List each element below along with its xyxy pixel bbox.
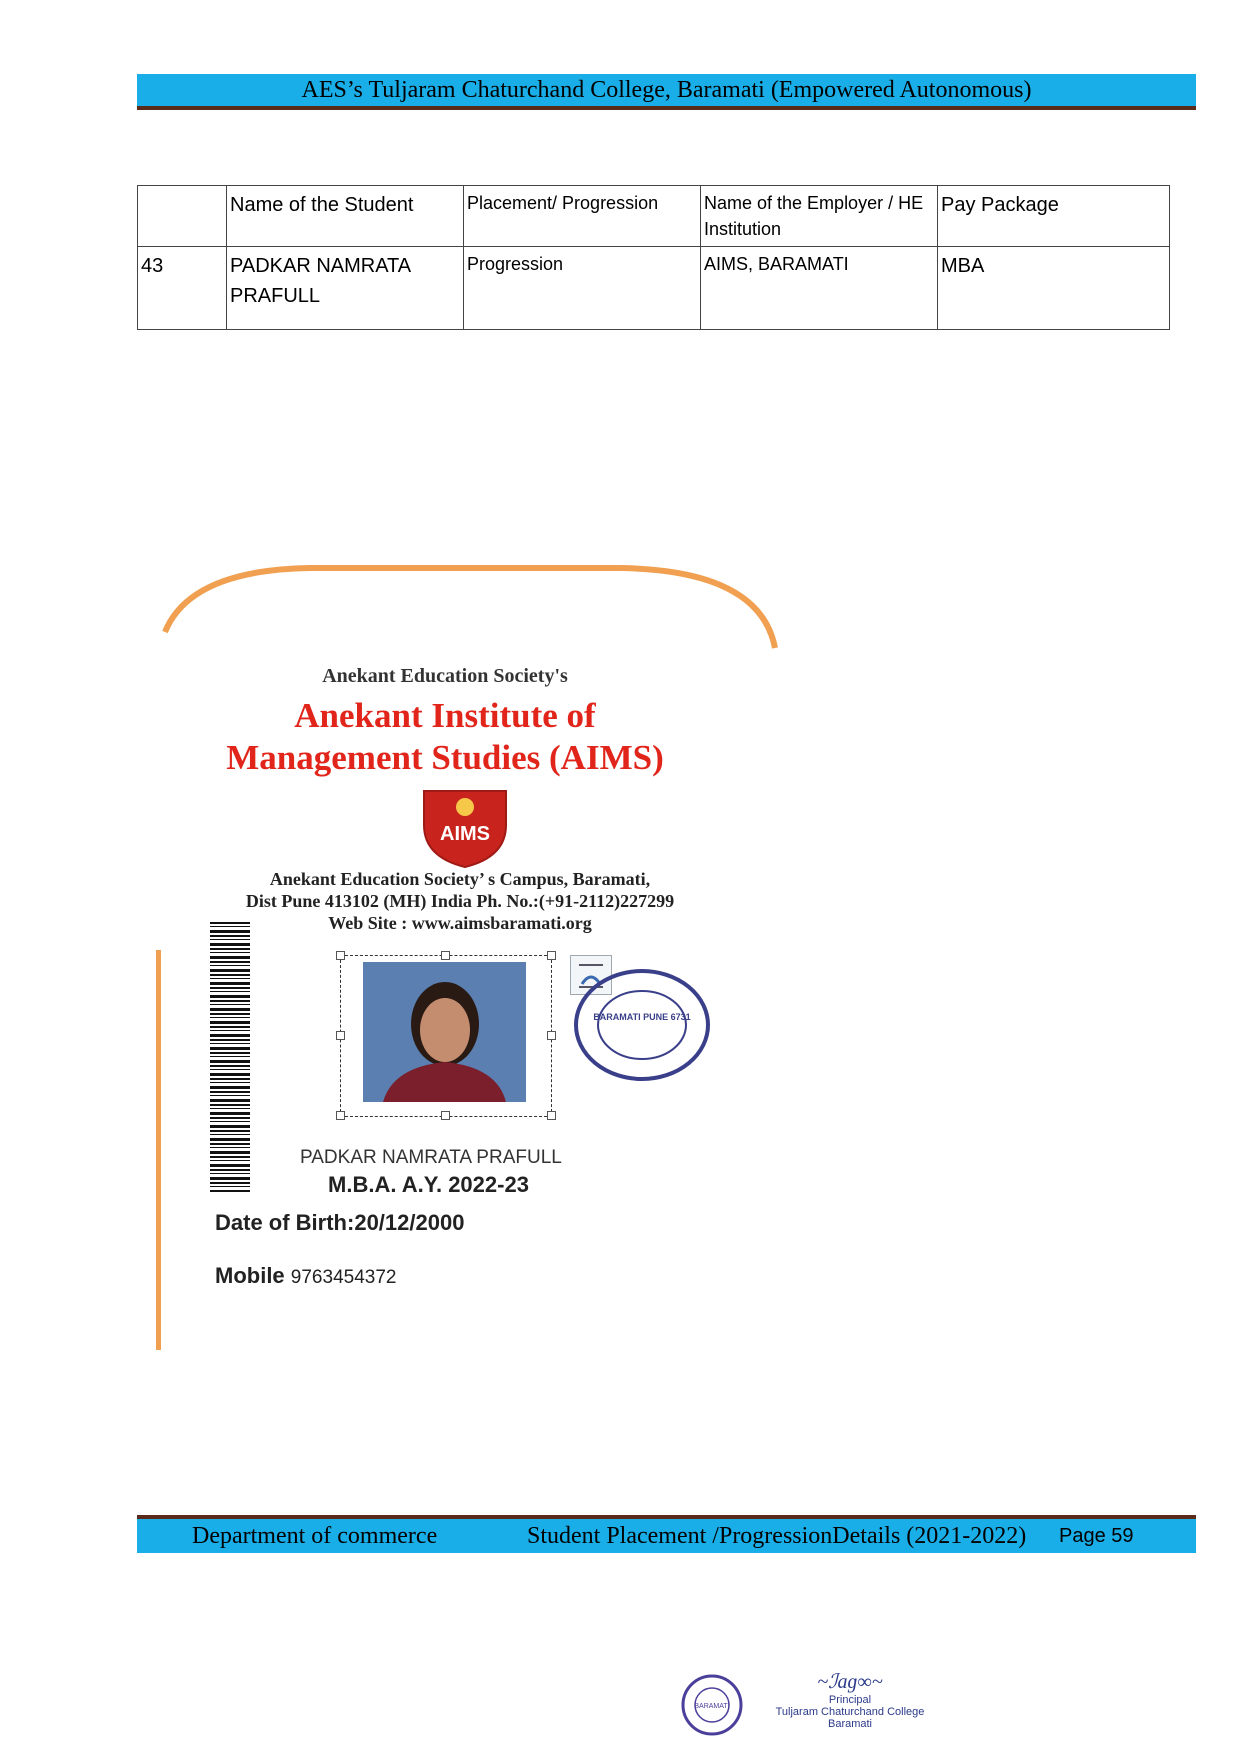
header-cell-pay: Pay Package: [938, 186, 1170, 247]
resize-handle[interactable]: [336, 951, 345, 960]
college-seal-icon: [680, 1673, 744, 1737]
signature-place: Baramati: [827, 1718, 873, 1730]
address-line-2: Dist Pune 413102 (MH) India Ph. No.:(+91-2112)227299: [245, 891, 675, 911]
signature-college: Tuljaram Chaturchand College: [775, 1706, 925, 1718]
barcode-icon: [210, 922, 250, 1192]
card-institute-name: [150, 695, 740, 779]
aims-emblem-icon: [420, 785, 510, 869]
card-arc-decoration: [150, 560, 780, 650]
card-student-name: PADKAR NAMRATA PRAFULL: [300, 1147, 562, 1168]
card-course: M.B.A. A.Y. 2022-23: [328, 1172, 529, 1197]
cell-pay-package: MBA: [938, 247, 1170, 330]
card-side-line: [156, 950, 161, 1350]
table-header-row: [138, 186, 1170, 247]
dob-value: 20/12/2000: [354, 1210, 465, 1235]
student-photo: [363, 962, 526, 1102]
card-dob: [215, 1210, 464, 1236]
cell-student-name: PADKAR NAMRATA PRAFULL: [227, 247, 464, 330]
cell-placement: Progression: [464, 247, 701, 330]
dob-label: Date of Birth:: [215, 1210, 355, 1235]
cell-employer: AIMS, BARAMATI: [701, 247, 938, 330]
id-card-image: [150, 560, 780, 1360]
footer-page-number: Page 59: [1059, 1525, 1134, 1547]
address-line-1: Anekant Education Society’ s Campus, Baramati,: [269, 869, 651, 889]
cell-sno: 43: [138, 247, 227, 330]
placement-table: [137, 185, 1170, 330]
card-mobile: [215, 1263, 396, 1289]
table-row: [138, 247, 1170, 330]
header-college-name: AES’s Tuljaram Chaturchand College, Baramati (Empowered Autonomous): [301, 77, 1032, 103]
header-cell-sno: [138, 186, 227, 247]
resize-handle[interactable]: [547, 1111, 556, 1120]
footer-title: Student Placement /ProgressionDetails (2021-2022): [527, 1523, 1027, 1549]
resize-handle[interactable]: [336, 1111, 345, 1120]
resize-handle[interactable]: [336, 1031, 345, 1040]
stamp-text: BARAMATI PUNE 6731: [593, 1012, 691, 1022]
signature-role: Principal: [828, 1694, 872, 1706]
svg-text:BARAMATI: BARAMATI: [694, 1703, 730, 1710]
signature-scribble-icon: ~ℐaɡ∞~: [817, 1671, 883, 1693]
institute-line-1: Anekant Institute of: [294, 696, 596, 735]
page-footer: [137, 1515, 1196, 1553]
resize-handle[interactable]: [441, 951, 450, 960]
footer-department: Department of commerce: [192, 1523, 438, 1549]
institute-line-2: Management Studies (AIMS): [226, 738, 664, 777]
header-cell-student: Name of the Student: [227, 186, 464, 247]
emblem-text: AIMS: [440, 823, 490, 845]
header-cell-placement: Placement/ Progression: [464, 186, 701, 247]
address-line-3: Web Site : www.aimsbaramati.org: [328, 913, 592, 933]
mobile-value: 9763454372: [290, 1267, 397, 1288]
card-society-name: Anekant Education Society's: [322, 665, 568, 687]
resize-handle[interactable]: [441, 1111, 450, 1120]
header-cell-employer: Name of the Employer / HE Institution: [701, 186, 938, 247]
resize-handle[interactable]: [547, 1031, 556, 1040]
page-header: [137, 74, 1196, 110]
resize-handle[interactable]: [547, 951, 556, 960]
mobile-label: Mobile: [215, 1263, 285, 1288]
institute-stamp-icon: [562, 965, 712, 1085]
card-address: [180, 868, 740, 934]
principal-signature: [775, 1670, 925, 1730]
